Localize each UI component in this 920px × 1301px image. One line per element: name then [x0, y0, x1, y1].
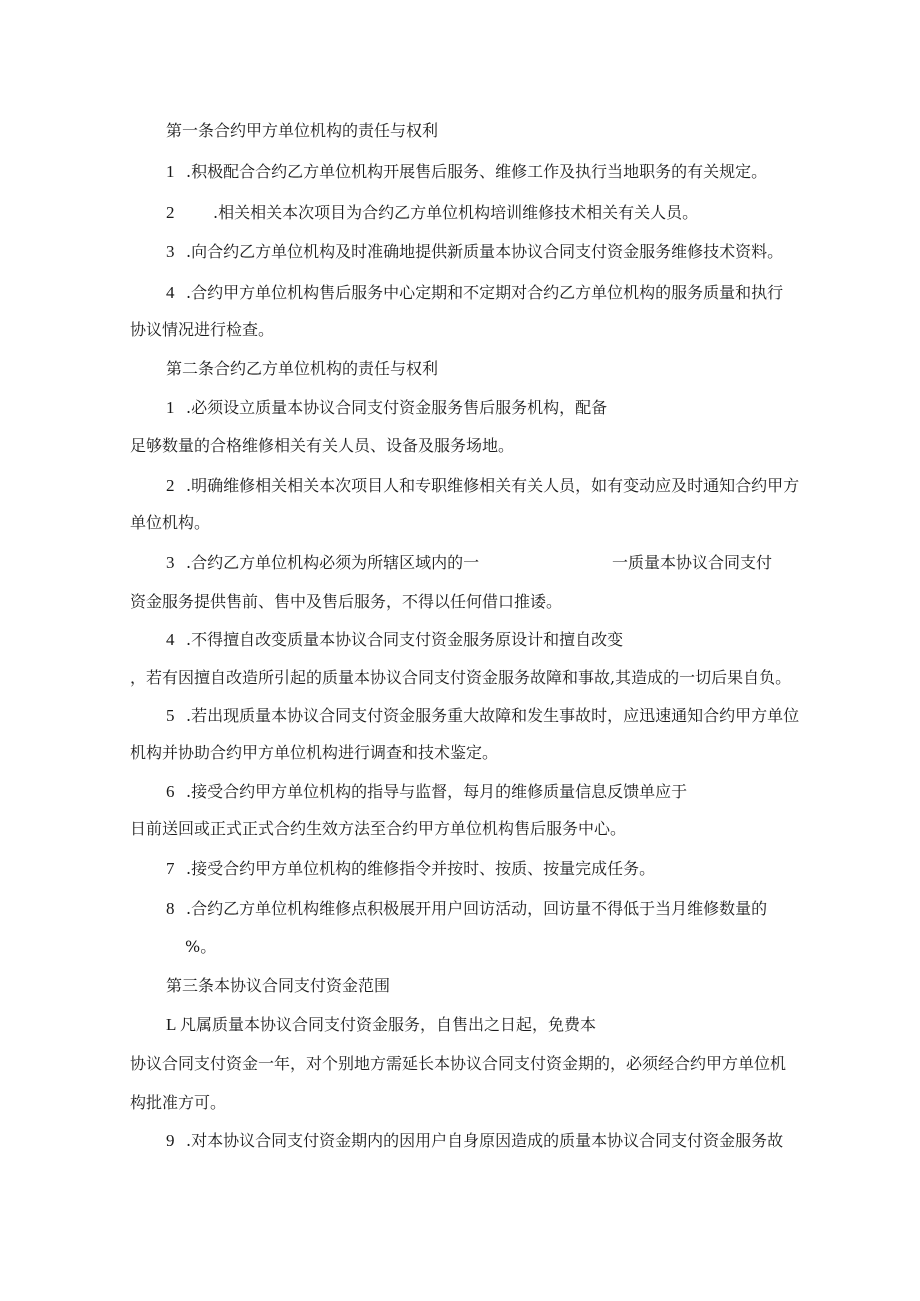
- item-text: .合约乙方单位机构必须为所辖区域内的一: [186, 553, 480, 572]
- item-number: 1: [166, 398, 175, 417]
- item-text: .积极配合合约乙方单位机构开展售后服务、维修工作及执行当地职务的有关规定。: [186, 162, 768, 181]
- article-2-item-4-continuation: ，若有因擅自改造所引起的质量本协议合同支付资金服务故障和事故,其造成的一切后果自负。: [130, 668, 792, 687]
- article-2-item-4: [166, 630, 623, 650]
- article-1-item-4: [166, 283, 783, 303]
- item-number: 5: [166, 706, 175, 725]
- item-number: 3: [166, 553, 175, 572]
- article-3-item-L-continuation: 协议合同支付资金一年，对个别地方需延长本协议合同支付资金期的，必须经合约甲方单位机: [130, 1054, 787, 1073]
- item-text: .若出现质量本协议合同支付资金服务重大故障和发生事故时，应迅速通知合约甲方单位: [186, 706, 800, 725]
- item-number: 1: [166, 162, 175, 181]
- item-number: 7: [166, 859, 175, 878]
- item-text: .必须设立质量本协议合同支付资金服务售后服务机构，配备: [186, 398, 608, 417]
- article-2-item-1-continuation: 足够数量的合格维修相关有关人员、设备及服务场地。: [130, 436, 515, 455]
- article-1-item-1: [166, 162, 767, 182]
- article-2-item-3-text-right: 一质量本协议合同支付: [612, 553, 773, 572]
- article-3-item-9: [166, 1131, 783, 1151]
- article-2-item-3: [166, 553, 479, 573]
- article-2-item-8-continuation: %。: [185, 937, 217, 956]
- article-3-item-L-continuation-2: 构批准方可。: [130, 1093, 227, 1112]
- item-text: .合约乙方单位机构维修点积极展开用户回访活动，回访量不得低于当月维修数量的: [186, 899, 768, 918]
- item-number: 4: [166, 283, 175, 302]
- item-number: L: [166, 1015, 177, 1034]
- article-3-heading: 第三条本协议合同支付资金范围: [166, 976, 391, 995]
- item-number: 8: [166, 899, 175, 918]
- article-1-item-4-continuation: 协议情况进行检查。: [130, 320, 275, 339]
- article-1-heading: 第一条合约甲方单位机构的责任与权利: [166, 121, 439, 140]
- item-number: 9: [166, 1131, 175, 1150]
- article-2-item-1: [166, 398, 607, 418]
- article-2-item-6: [166, 782, 687, 802]
- item-text: .对本协议合同支付资金期内的因用户自身原因造成的质量本协议合同支付资金服务故: [186, 1131, 784, 1150]
- item-text: .明确维修相关相关本次项目人和专职维修相关有关人员，如有变动应及时通知合约甲方: [186, 476, 800, 495]
- article-3-item-L: [166, 1015, 596, 1035]
- item-text: 凡属质量本协议合同支付资金服务，自售出之日起，免费本: [180, 1015, 597, 1034]
- article-1-item-3: [166, 242, 783, 262]
- item-number: 2: [166, 203, 175, 222]
- article-2-item-8: [166, 899, 767, 919]
- item-number: 6: [166, 782, 175, 801]
- article-2-item-5-continuation: 机构并协助合约甲方单位机构进行调查和技术鉴定。: [130, 743, 499, 762]
- item-number: 2: [166, 476, 175, 495]
- article-2-item-3-continuation: 资金服务提供售前、售中及售后服务，不得以任何借口推诿。: [130, 592, 563, 611]
- item-text: .不得擅自改变质量本协议合同支付资金服务原设计和擅自改变: [186, 630, 624, 649]
- article-2-item-6-continuation: 日前送回或正式正式合约生效方法至合约甲方单位机构售后服务中心。: [130, 819, 627, 838]
- item-text: .合约甲方单位机构售后服务中心定期和不定期对合约乙方单位机构的服务质量和执行: [186, 283, 784, 302]
- article-2-item-2: [166, 476, 799, 496]
- article-2-heading: 第二条合约乙方单位机构的责任与权利: [166, 359, 439, 378]
- item-number: 3: [166, 242, 175, 261]
- item-text: .接受合约甲方单位机构的指导与监督，每月的维修质量信息反馈单应于: [186, 782, 688, 801]
- article-2-item-7: [166, 859, 655, 879]
- article-2-item-5: [166, 706, 799, 726]
- article-2-item-2-continuation: 单位机构。: [130, 513, 211, 532]
- item-text: .接受合约甲方单位机构的维修指令并按时、按质、按量完成任务。: [186, 859, 656, 878]
- item-number: 4: [166, 630, 175, 649]
- article-1-item-2: [166, 203, 698, 223]
- item-text: .相关相关本次项目为合约乙方单位机构培训维修技术相关有关人员。: [213, 203, 699, 222]
- item-text: .向合约乙方单位机构及时准确地提供新质量本协议合同支付资金服务维修技术资料。: [186, 242, 784, 261]
